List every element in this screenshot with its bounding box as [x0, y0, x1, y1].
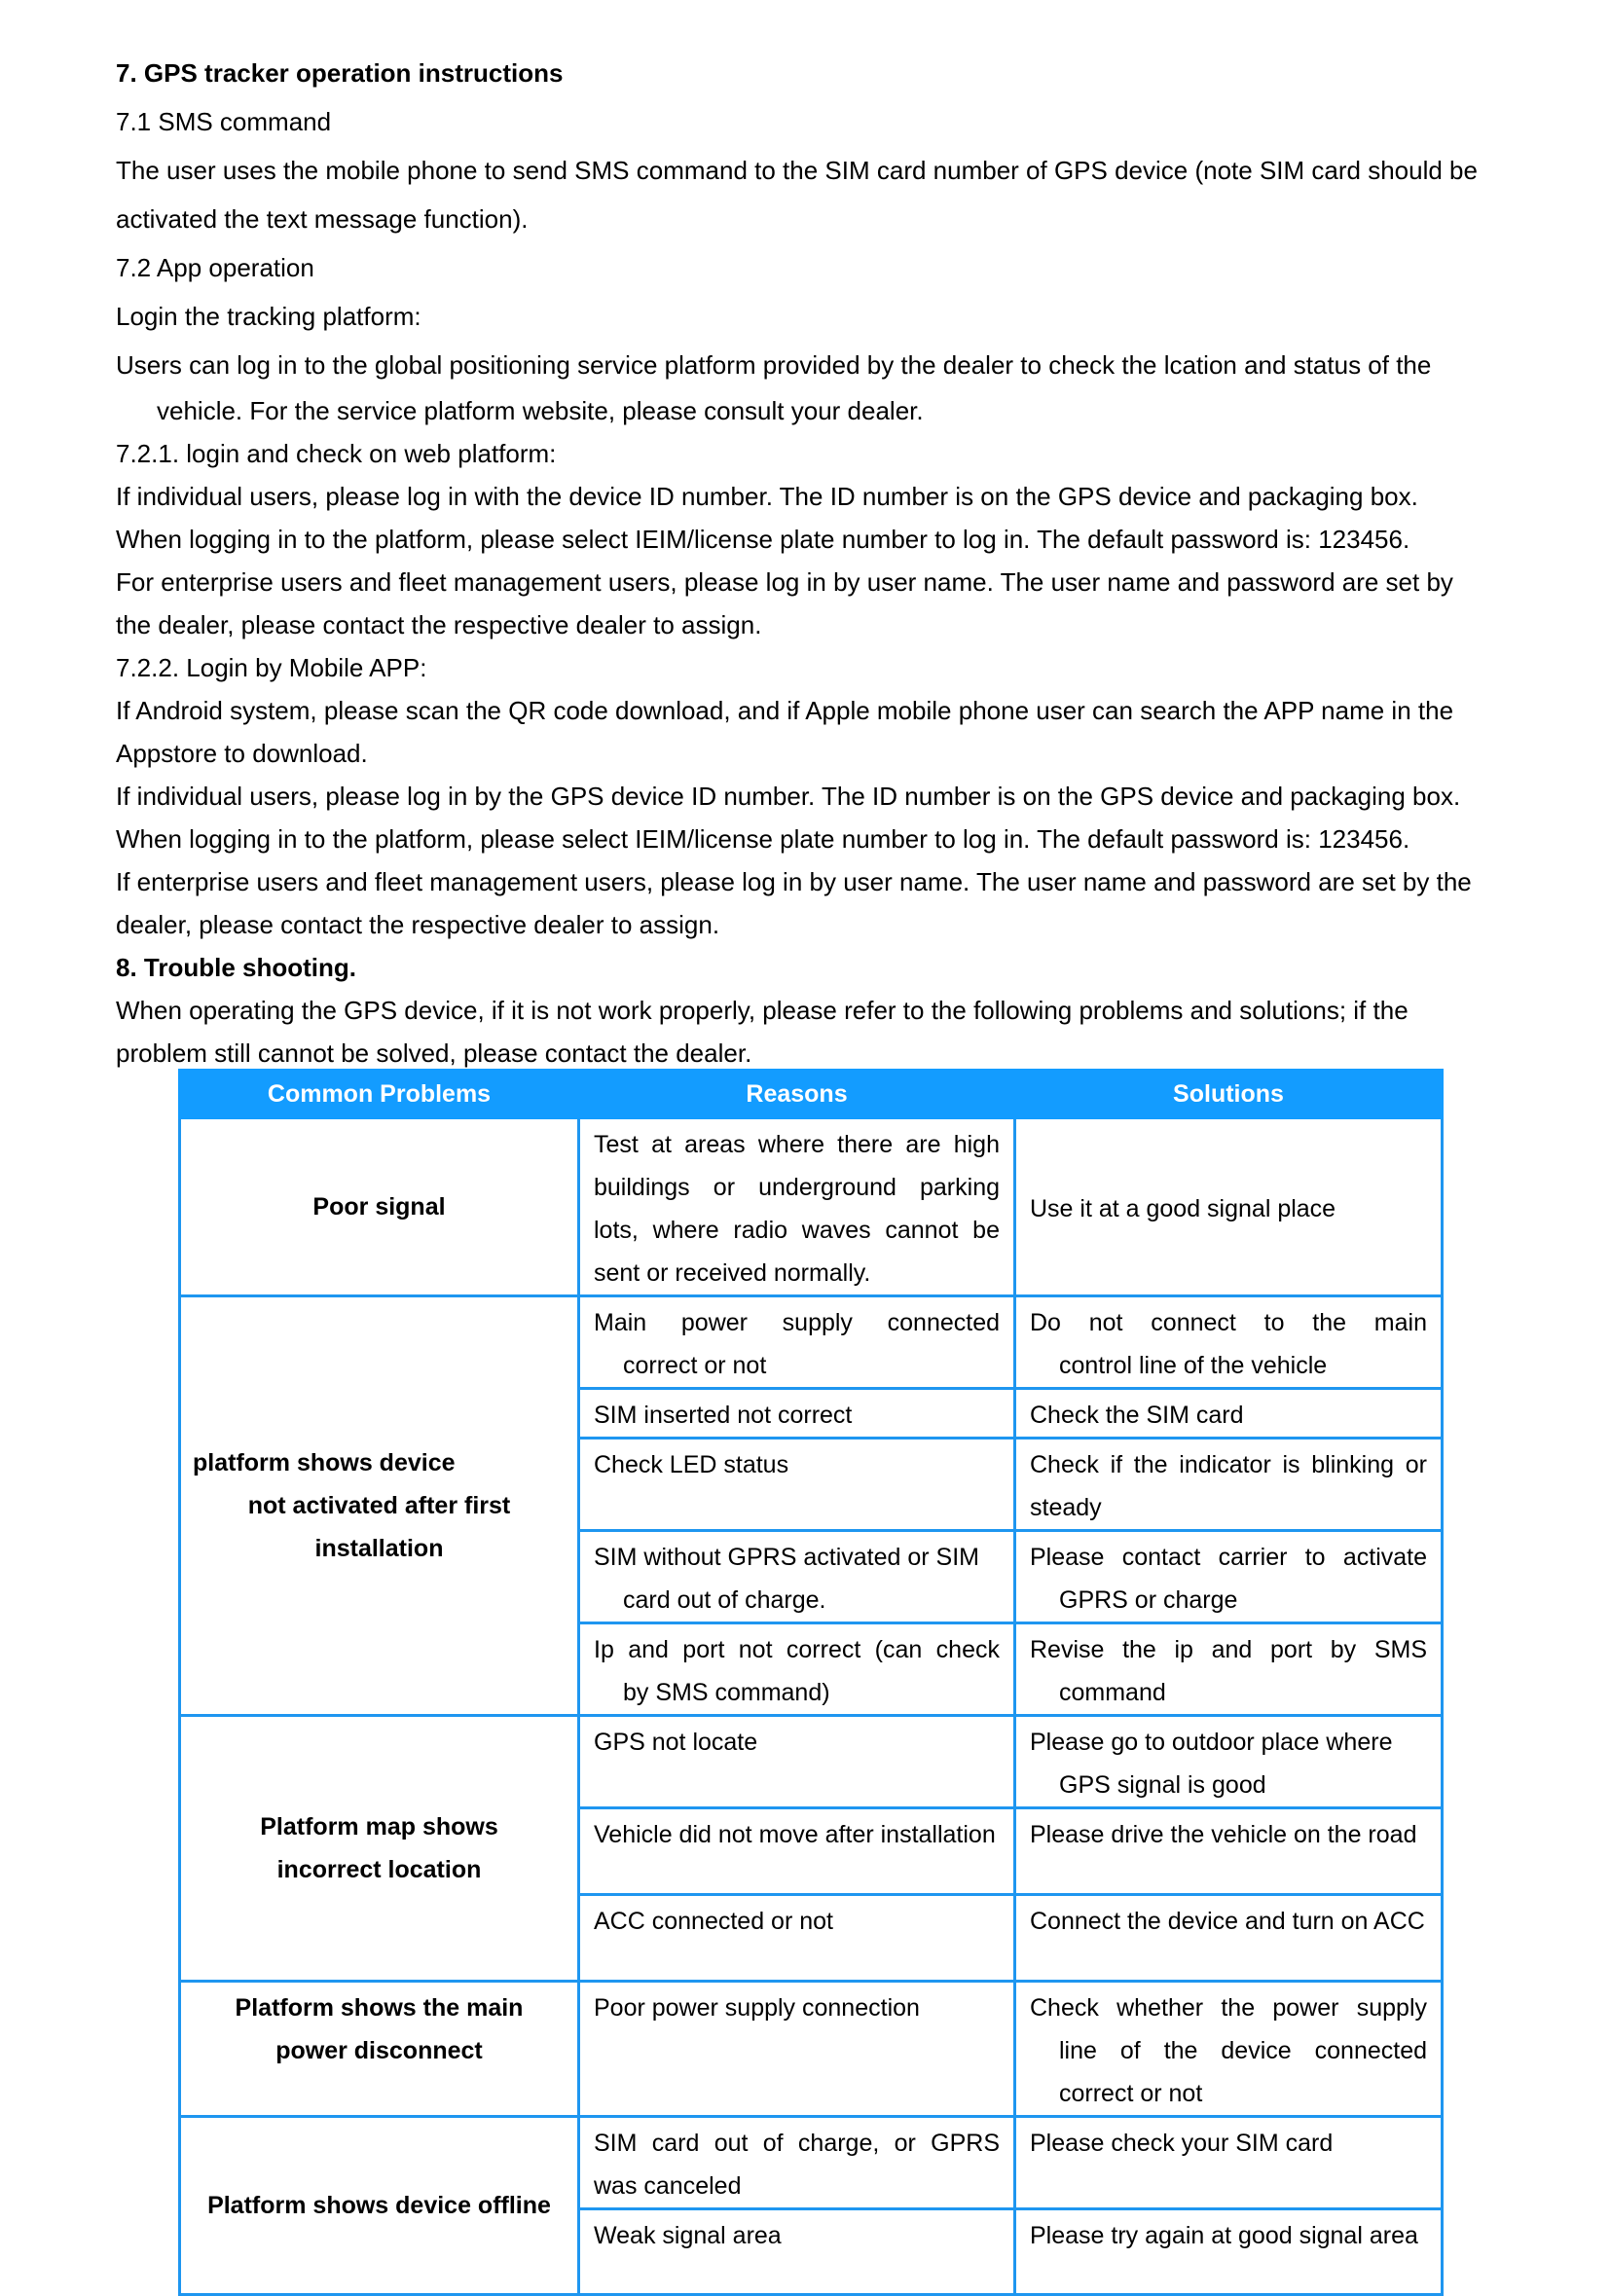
- reason-cell: [579, 1439, 1015, 1531]
- section-7-2-1-line: If individual users, please log in with the device ID number. The ID number is on the GPS device and packaging box.: [116, 482, 1418, 511]
- reason-cell: [579, 1808, 1015, 1895]
- problem-cell: [180, 2117, 579, 2295]
- section-7-2-2-line: dealer, please contact the respective dealer to assign.: [116, 910, 720, 939]
- reason-cell: [579, 1716, 1015, 1808]
- solution-cell: [1015, 1439, 1443, 1531]
- problem-text: power disconnect: [275, 2037, 483, 2064]
- table-row: [180, 1716, 1443, 1808]
- solution-text: Connect the device and turn on ACC: [1030, 1908, 1425, 1935]
- solution-text: Check whether the power supply: [1030, 1994, 1427, 2022]
- solution-text: Please go to outdoor place where: [1030, 1729, 1393, 1756]
- section-8-intro-line-1: When operating the GPS device, if it is not work properly, please refer to the following problems and solutions; if the: [116, 996, 1409, 1025]
- section-7-2-title: 7.2 App operation: [116, 253, 314, 282]
- reason-text: SIM card out of charge, or GPRS was canceled: [594, 2130, 1000, 2200]
- section-7-2-2-line: If individual users, please log in by the GPS device ID number. The ID number is on the GPS device and packaging box.: [116, 782, 1461, 811]
- problem-cell: [180, 1118, 579, 1296]
- problem-cell: [180, 1296, 579, 1716]
- section-7-1-body-line-1: The user uses the mobile phone to send SMS command to the SIM card number of GPS device (note SIM card should be: [116, 156, 1478, 185]
- solution-cell: [1015, 1982, 1443, 2117]
- solution-cell: [1015, 2117, 1443, 2209]
- solution-text: GPRS or charge: [1059, 1586, 1238, 1614]
- solution-text: command: [1059, 1679, 1166, 1706]
- reason-text: Poor power supply connection: [594, 1994, 920, 2022]
- reason-text: by SMS command): [623, 1679, 830, 1706]
- reason-text: Vehicle did not move after installation: [594, 1821, 996, 1848]
- solution-cell: [1015, 1389, 1443, 1439]
- solution-text: Revise the ip and port by SMS: [1030, 1636, 1427, 1663]
- reason-cell: [579, 1389, 1015, 1439]
- table-header-row: [180, 1071, 1443, 1118]
- section-7-2-login-heading: Login the tracking platform:: [116, 302, 421, 331]
- solution-text: GPS signal is good: [1059, 1771, 1266, 1799]
- solution-cell: [1015, 1895, 1443, 1982]
- section-7-2-1-line: When logging in to the platform, please select IEIM/license plate number to log in. The default password is: 123456.: [116, 525, 1410, 554]
- section-7-1-body-line-2: activated the text message function).: [116, 204, 529, 234]
- reason-cell: [579, 1296, 1015, 1389]
- table-row: [180, 1118, 1443, 1296]
- reason-text: Check LED status: [594, 1451, 789, 1478]
- solution-text: Please check your SIM card: [1030, 2130, 1334, 2157]
- section-7-2-body-line-2: vehicle. For the service platform website, please consult your dealer.: [157, 396, 924, 425]
- solution-text: correct or not: [1059, 2080, 1203, 2107]
- document-page: [116, 49, 1506, 1075]
- solution-cell: [1015, 2209, 1443, 2295]
- solution-text: line of the device connected: [1059, 2037, 1427, 2064]
- table-row: [180, 1296, 1443, 1389]
- column-header-problems: Common Problems: [180, 1071, 579, 1118]
- problem-text: installation: [314, 1535, 444, 1562]
- reason-text: GPS not locate: [594, 1729, 758, 1756]
- section-7-2-2-line: If enterprise users and fleet management users, please log in by user name. The user name and password are set by the: [116, 867, 1472, 896]
- problem-text: Platform shows device offline: [207, 2192, 551, 2219]
- solution-cell: [1015, 1531, 1443, 1623]
- solution-text: Please contact carrier to activate: [1030, 1544, 1427, 1571]
- reason-text: Ip and port not correct (can check: [594, 1636, 1000, 1663]
- reason-text: SIM inserted not correct: [594, 1402, 853, 1429]
- reason-text: SIM without GPRS activated or SIM: [594, 1544, 979, 1571]
- reason-text: Test at areas where there are high buildings or underground parking lots, where radio waves cannot be sent or received normally.: [594, 1131, 1000, 1287]
- reason-text: Main power supply connected: [594, 1309, 1000, 1336]
- problem-text: platform shows device: [193, 1449, 456, 1476]
- solution-cell: [1015, 1716, 1443, 1808]
- reason-cell: [579, 1982, 1015, 2117]
- section-8-title: 8. Trouble shooting.: [116, 953, 356, 982]
- problem-cell: [180, 1982, 579, 2117]
- reason-text: card out of charge.: [623, 1586, 826, 1614]
- solution-text: Check if the indicator is blinking or steady: [1030, 1451, 1427, 1521]
- section-8-intro-line-2: problem still cannot be solved, please contact the dealer.: [116, 1039, 752, 1068]
- solution-cell: [1015, 1118, 1443, 1296]
- section-7-2-2-line: Appstore to download.: [116, 739, 368, 768]
- reason-text: Weak signal area: [594, 2222, 782, 2249]
- solution-text: Check the SIM card: [1030, 1402, 1244, 1429]
- section-7-2-1-title: 7.2.1. login and check on web platform:: [116, 439, 557, 468]
- solution-text: control line of the vehicle: [1059, 1352, 1328, 1379]
- section-7-2-2-line: If Android system, please scan the QR code download, and if Apple mobile phone user can search the APP name in the: [116, 696, 1454, 725]
- column-header-reasons: Reasons: [579, 1071, 1015, 1118]
- section-7-2-body-line-1: Users can log in to the global positioning service platform provided by the dealer to check the lcation and status of the: [116, 350, 1432, 380]
- solution-text: Please drive the vehicle on the road: [1030, 1821, 1417, 1848]
- reason-text: ACC connected or not: [594, 1908, 833, 1935]
- section-7-title: 7. GPS tracker operation instructions: [116, 58, 564, 88]
- solution-text: Please try again at good signal area: [1030, 2222, 1418, 2249]
- problem-text: not activated after first: [247, 1492, 511, 1519]
- table-row: [180, 2117, 1443, 2209]
- problem-cell: [180, 1716, 579, 1982]
- section-7-2-2-line: When logging in to the platform, please select IEIM/license plate number to log in. The default password is: 123456.: [116, 824, 1410, 854]
- reason-cell: [579, 1895, 1015, 1982]
- solution-cell: [1015, 1296, 1443, 1389]
- table-row: [180, 1982, 1443, 2117]
- problem-text: Platform map shows: [260, 1813, 498, 1840]
- reason-cell: [579, 1623, 1015, 1716]
- section-7-2-1-line: the dealer, please contact the respective dealer to assign.: [116, 610, 762, 639]
- solution-text: Do not connect to the main: [1030, 1309, 1427, 1336]
- reason-cell: [579, 1531, 1015, 1623]
- reason-cell: [579, 2209, 1015, 2295]
- problem-text: Platform shows the main: [235, 1994, 524, 2022]
- reason-cell: [579, 2117, 1015, 2209]
- reason-text: correct or not: [623, 1352, 767, 1379]
- problem-text: incorrect location: [276, 1856, 482, 1883]
- solution-cell: [1015, 1623, 1443, 1716]
- section-7-2-1-line: For enterprise users and fleet management users, please log in by user name. The user name and password are set by: [116, 567, 1453, 597]
- troubleshooting-table: [178, 1069, 1444, 2296]
- section-7-1-title: 7.1 SMS command: [116, 107, 332, 136]
- problem-text: Poor signal: [312, 1193, 446, 1221]
- solution-text: Use it at a good signal place: [1030, 1195, 1336, 1222]
- column-header-solutions: Solutions: [1015, 1071, 1443, 1118]
- solution-cell: [1015, 1808, 1443, 1895]
- section-7-2-2-title: 7.2.2. Login by Mobile APP:: [116, 653, 427, 682]
- reason-cell: [579, 1118, 1015, 1296]
